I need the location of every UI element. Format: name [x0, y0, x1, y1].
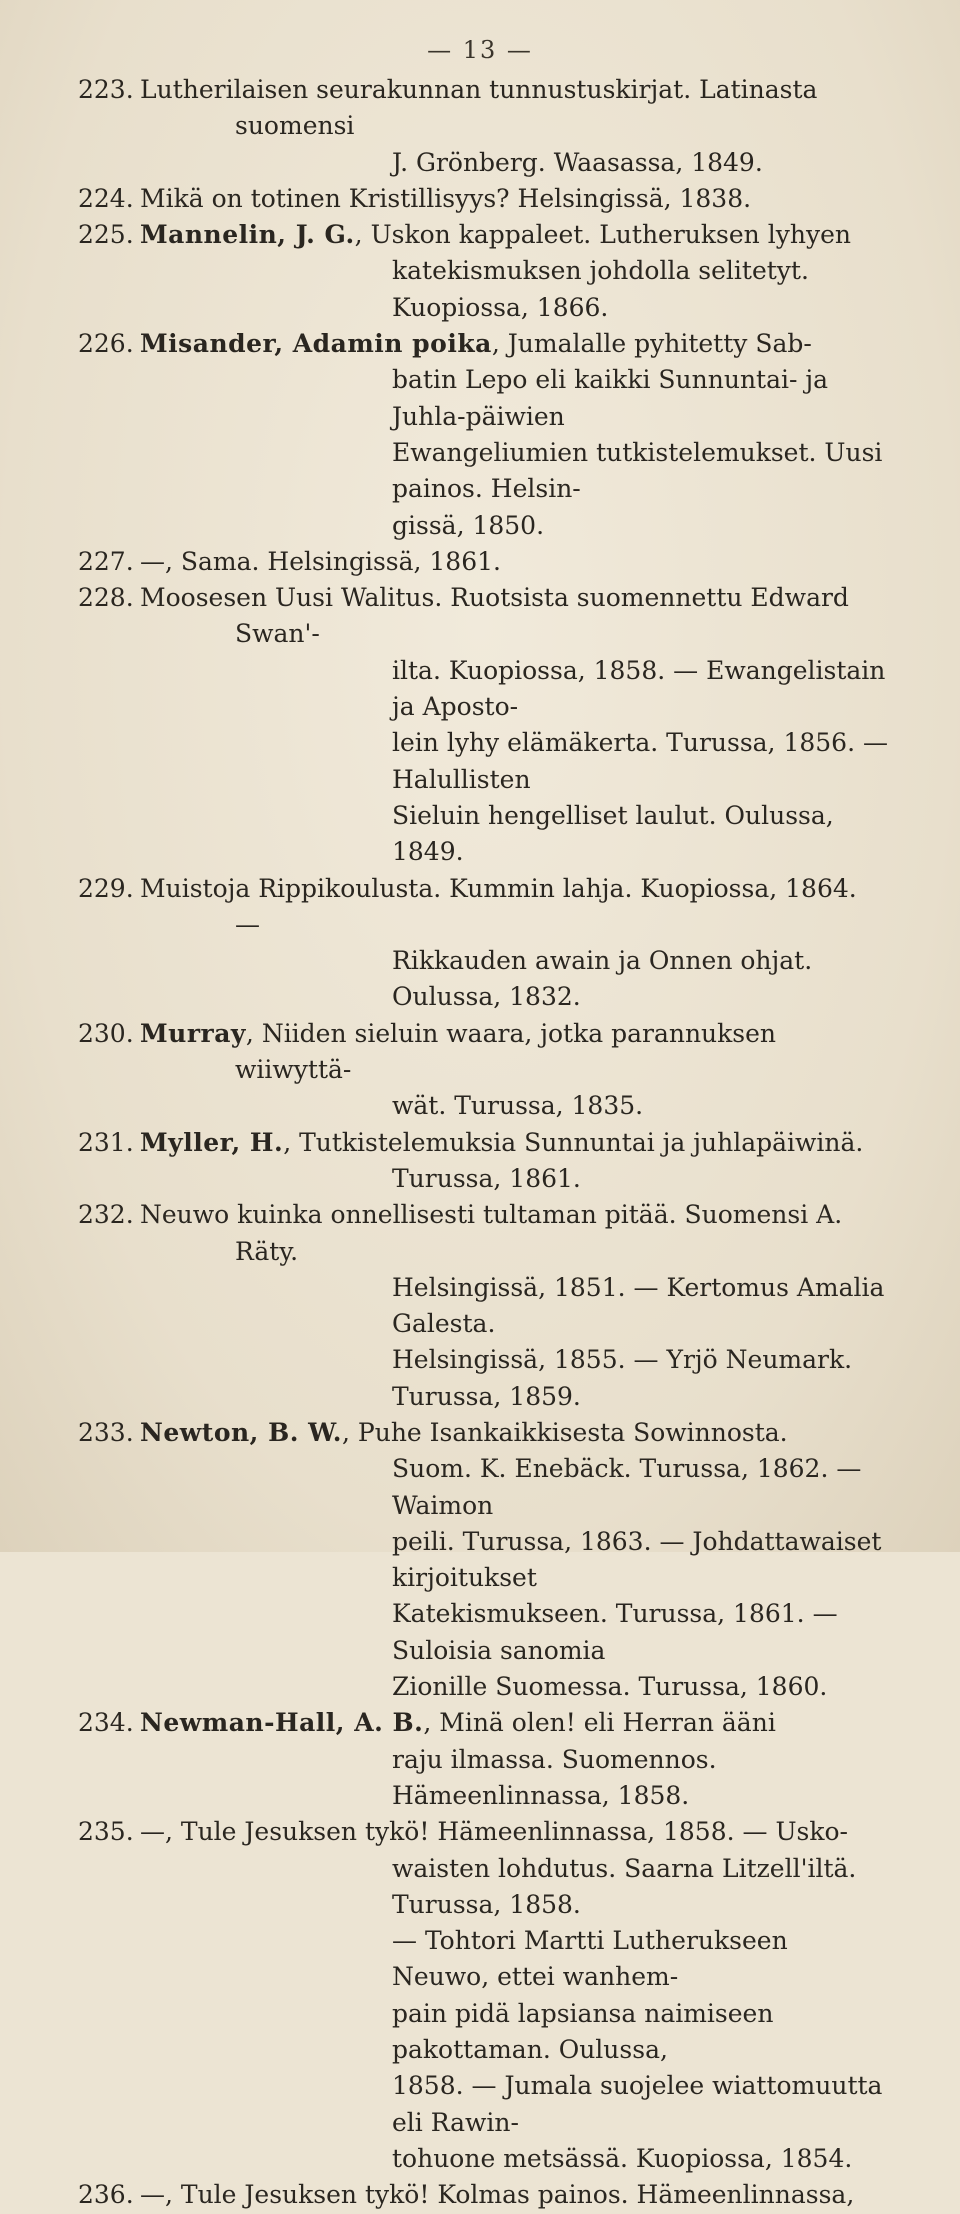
entry-author: Misander, Adamin poika [140, 329, 492, 359]
entry-number: 223. [78, 75, 134, 104]
entry-text: Helsingissä, 1851. — Kertomus Amalia Galesta. [392, 1272, 885, 1339]
entry-text: waisten lohdutus. Saarna Litzell'iltä. Turussa, 1858. [392, 1853, 857, 1919]
entry-text: Rikkauden awain ja Onnen ohjat. Oulussa, 1832. [392, 946, 813, 1012]
entry-text: Ewangeliumien tutkistelemukset. Uusi painos. Helsin- [392, 437, 883, 504]
entry-text: —, Tule Jesuksen tykö! Hämeenlinnassa, 1858. — Usko- [140, 1817, 849, 1847]
entry-text: raju ilmassa. Suomennos. Hämeenlinnassa, 1858. [392, 1744, 717, 1810]
entry-text: Helsingissä, 1855. — Yrjö Neumark. Turussa, 1859. [392, 1345, 853, 1411]
entry-text: , Uskon kappaleet. Lutheruksen lyhyen [354, 220, 851, 250]
entry-text: , Minä olen! eli Herran ääni [423, 1708, 776, 1738]
entry-text: Muistoja Rippikoulusta. Kummin lahja. Kuopiossa, 1864. — [140, 873, 857, 939]
entry-223 [78, 72, 888, 181]
entry-text: , Jumalalle pyhitetty Sab- [491, 329, 812, 359]
entry-text: , Puhe Isankaikkisesta Sowinnosta. [342, 1417, 788, 1447]
entry-232 [78, 1197, 888, 1415]
entry-text: , Tutkistelemuksia Sunnuntai ja juhlapäiwinä. [283, 1127, 864, 1157]
entry-text: , Niiden sieluin waara, jotka parannuksen wiiwyttä- [235, 1018, 777, 1085]
entry-233 [78, 1415, 888, 1705]
entry-text: J. Grönberg. Waasassa, 1849. [392, 147, 763, 177]
entry-text: tohuone metsässä. Kuopiossa, 1854. [392, 2143, 853, 2173]
entry-text: Neuwo kuinka onnellisesti tultaman pitää. Suomensi A. Räty. [140, 1200, 843, 1266]
entry-number: 232. [78, 1200, 134, 1230]
entry-236 [78, 2177, 888, 2213]
entry-number: 229. [78, 873, 134, 903]
entry-text: lein lyhy elämäkerta. Turussa, 1856. — Halullisten [392, 728, 888, 794]
entry-text: katekismuksen johdolla selitetyt. Kuopiossa, 1866. [392, 256, 809, 322]
entry-number: 228. [78, 583, 134, 613]
entry-234 [78, 1705, 888, 1814]
entry-text: — Tohtori Martti Lutherukseen Neuwo, ettei wanhem- [392, 1926, 788, 1992]
entry-author: Newton, B. W. [140, 1417, 343, 1447]
entry-number: 234. [78, 1708, 134, 1738]
entry-author: Newman-Hall, A. B. [140, 1708, 424, 1738]
entry-text: Sieluin hengelliset laulut. Oulussa, 1849. [392, 800, 834, 867]
entry-text: —, Sama. Helsingissä, 1861. [140, 546, 501, 576]
entry-number: 227. [78, 546, 134, 576]
entry-text: wät. Turussa, 1835. [392, 1091, 644, 1121]
entry-number: 225. [78, 220, 134, 250]
bibliography-list [78, 72, 888, 2214]
entry-228 [78, 580, 888, 870]
entry-text: —, Tule Jesuksen tykö! Kolmas painos. Hämeenlinnassa, [140, 2180, 855, 2210]
entry-227 [78, 544, 888, 580]
entry-author: Mannelin, J. G. [140, 220, 355, 250]
entry-text: Turussa, 1861. [392, 1163, 581, 1193]
entry-text: ilta. Kuopiossa, 1858. — Ewangelistain ja Aposto- [392, 655, 886, 722]
entry-230 [78, 1016, 888, 1125]
entry-text: pain pidä lapsiansa naimiseen pakottaman. Oulussa, [392, 1998, 774, 2065]
entry-number: 230. [78, 1018, 134, 1048]
entry-231 [78, 1125, 888, 1198]
entry-number: 236. [78, 2180, 134, 2210]
entry-number: 224. [78, 183, 134, 213]
entry-229 [78, 871, 888, 1016]
entry-text: gissä, 1850. [392, 510, 545, 540]
entry-text: Lutherilaisen seurakunnan tunnustuskirjat. Latinasta suomensi [140, 75, 818, 141]
entry-number: 226. [78, 329, 134, 359]
entry-text: peili. Turussa, 1863. — Johdattawaiset kirjoitukset [392, 1526, 882, 1593]
entry-text: Suom. K. Enebäck. Turussa, 1862. — Waimon [392, 1454, 862, 1520]
entry-text: batin Lepo eli kaikki Sunnuntai- ja Juhla-päiwien [392, 365, 829, 431]
entry-number: 235. [78, 1817, 134, 1847]
entry-235 [78, 1814, 888, 2177]
entry-text: Zionille Suomessa. Turussa, 1860. [392, 1672, 828, 1702]
entry-text: 1858. — Jumala suojelee wiattomuutta eli Rawin- [392, 2071, 883, 2137]
entry-number: 233. [78, 1417, 134, 1447]
entry-author: Murray [140, 1018, 246, 1048]
entry-225 [78, 217, 888, 326]
entry-226 [78, 326, 888, 544]
entry-text: Mikä on totinen Kristillisyys? Helsingissä, 1838. [140, 183, 752, 213]
entry-text: Katekismukseen. Turussa, 1861. — Suloisia sanomia [392, 1599, 838, 1665]
entry-number: 231. [78, 1127, 134, 1157]
entry-text: Moosesen Uusi Walitus. Ruotsista suomennettu Edward Swan'- [140, 583, 849, 649]
entry-224 [78, 181, 888, 217]
entry-author: Myller, H. [140, 1127, 284, 1157]
page-number: — 13 — [427, 36, 533, 64]
